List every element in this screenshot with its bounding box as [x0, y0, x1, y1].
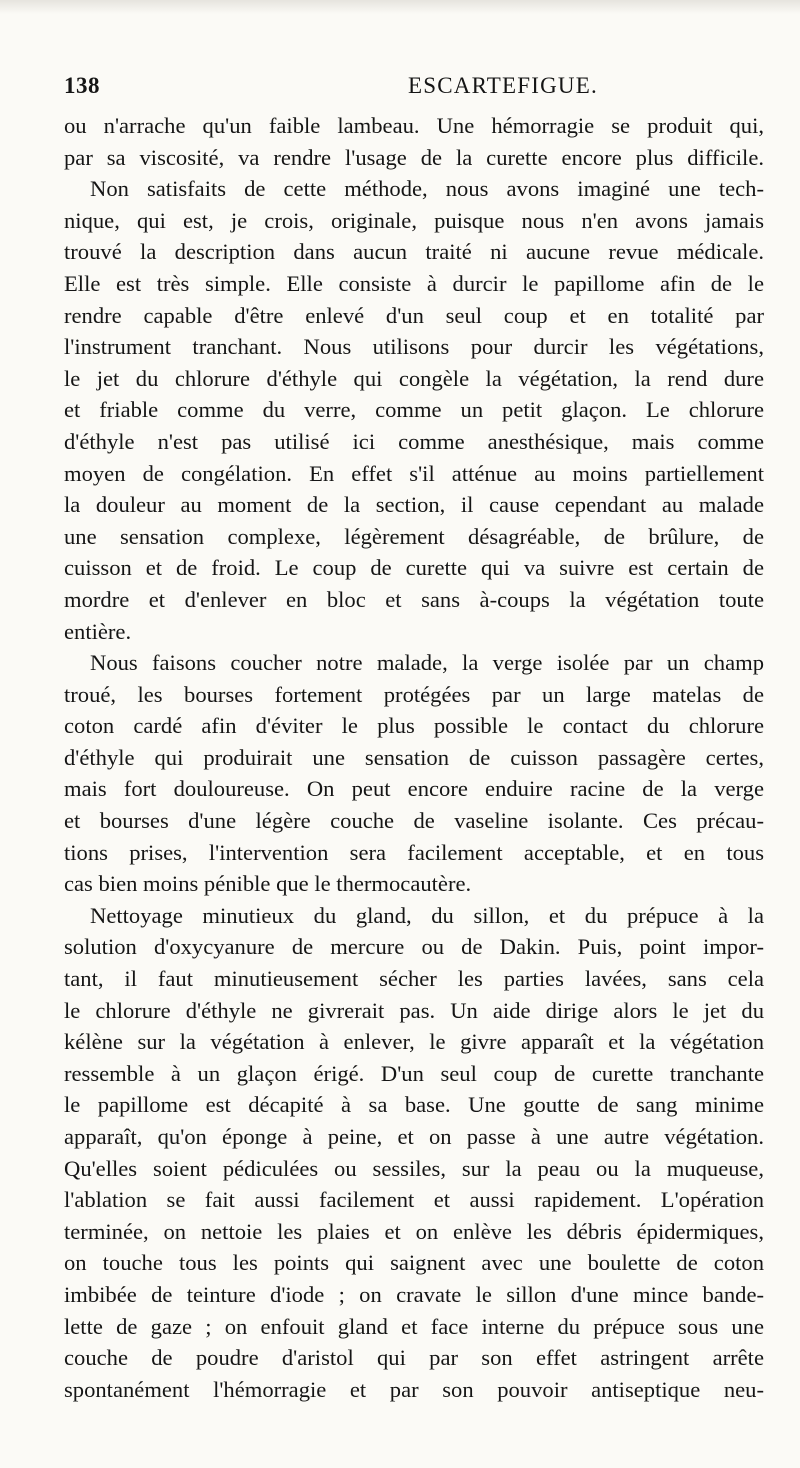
text-line: ou n'arrache qu'un faible lambeau. Une hémorragie se produit qui, [64, 113, 764, 138]
paragraph [64, 647, 764, 900]
text-line: entière. [64, 618, 132, 644]
text-line: kélène sur la végétation à enlever, le givre apparaît et la végétation [64, 1029, 764, 1055]
text-line: moyen de congélation. En effet s'il atténue au moins partiellement [64, 460, 764, 486]
text-line: trouvé la description dans aucun traité ni aucune revue médicale. [64, 239, 764, 265]
text-line: l'ablation se fait aussi facilement et aussi rapidement. L'opération [64, 1187, 764, 1213]
text-line: Non satisfaits de cette méthode, nous avons imaginé une tech- [90, 176, 764, 202]
page-top-shadow [0, 0, 800, 14]
text-line: apparaît, qu'on éponge à peine, et on passe à une autre végétation. [64, 1124, 764, 1149]
text-line: Nettoyage minutieux du gland, du sillon, et du prépuce à la [90, 902, 764, 928]
text-line: le chlorure d'éthyle ne givrerait pas. Un aide dirige alors le jet du [64, 997, 764, 1023]
text-line: et friable comme du verre, comme un petit glaçon. Le chlorure [64, 397, 764, 423]
body-text [64, 110, 764, 1405]
text-line: ressemble à un glaçon érigé. D'un seul coup de curette tranchante [64, 1060, 764, 1086]
paragraph [64, 173, 764, 647]
text-line: une sensation complexe, légèrement désagréable, de brûlure, de [64, 523, 764, 549]
text-line: par sa viscosité, va rendre l'usage de la curette encore plus difficile. [64, 144, 764, 170]
text-line: imbibée de teinture d'iode ; on cravate le sillon d'une mince bande- [64, 1281, 764, 1307]
text-line: cas bien moins pénible que le thermocautère. [64, 871, 472, 897]
text-line: spontanément l'hémorragie et par son pouvoir antiseptique neu- [64, 1376, 764, 1402]
text-line: solution d'oxycyanure de mercure ou de Dakin. Puis, point impor- [64, 934, 764, 960]
text-line: la douleur au moment de la section, il cause cependant au malade [64, 492, 764, 518]
text-line: lette de gaze ; on enfouit gland et face interne du prépuce sous une [64, 1313, 764, 1339]
text-line: et bourses d'une légère couche de vaseline isolante. Ces précau- [64, 808, 764, 834]
text-line: couche de poudre d'aristol qui par son effet astringent arrête [64, 1345, 764, 1371]
text-line: rendre capable d'être enlevé d'un seul coup et en totalité par [64, 302, 764, 328]
text-line: tant, il faut minutieusement sécher les parties lavées, sans cela [64, 966, 764, 992]
paragraph [64, 110, 764, 173]
text-line: d'éthyle n'est pas utilisé ici comme anesthésique, mais comme [64, 428, 764, 454]
text-line: le jet du chlorure d'éthyle qui congèle la végétation, la rend dure [64, 365, 764, 391]
text-line: coton cardé afin d'éviter le plus possible le contact du chlorure [64, 713, 764, 739]
text-line: d'éthyle qui produirait une sensation de cuisson passagère certes, [64, 744, 764, 770]
page-header [64, 68, 764, 104]
text-line: cuisson et de froid. Le coup de curette qui va suivre est certain de [64, 555, 764, 581]
text-line: Elle est très simple. Elle consiste à durcir le papillome afin de le [64, 270, 764, 296]
text-line: nique, qui est, je crois, originale, puisque nous n'en avons jamais [64, 207, 764, 233]
text-line: l'instrument tranchant. Nous utilisons pour durcir les végétations, [64, 334, 764, 360]
text-line: mordre et d'enlever en bloc et sans à-coups la végétation toute [64, 586, 764, 612]
running-head: ESCARTEFIGUE. [408, 73, 598, 98]
text-line: on touche tous les points qui saignent avec une boulette de coton [64, 1250, 764, 1276]
paragraph [64, 900, 764, 1406]
text-line: Nous faisons coucher notre malade, la verge isolée par un champ [90, 650, 764, 676]
text-line: le papillome est décapité à sa base. Une goutte de sang minime [64, 1092, 764, 1118]
text-line: Qu'elles soient pédiculées ou sessiles, sur la peau ou la muqueuse, [64, 1155, 764, 1181]
text-line: troué, les bourses fortement protégées par un large matelas de [64, 681, 764, 707]
page-number: 138 [64, 73, 100, 98]
text-line: terminée, on nettoie les plaies et on enlève les débris épidermiques, [64, 1218, 764, 1244]
text-line: tions prises, l'intervention sera facilement acceptable, et en tous [64, 839, 764, 865]
text-line: mais fort douloureuse. On peut encore enduire racine de la verge [64, 776, 764, 802]
